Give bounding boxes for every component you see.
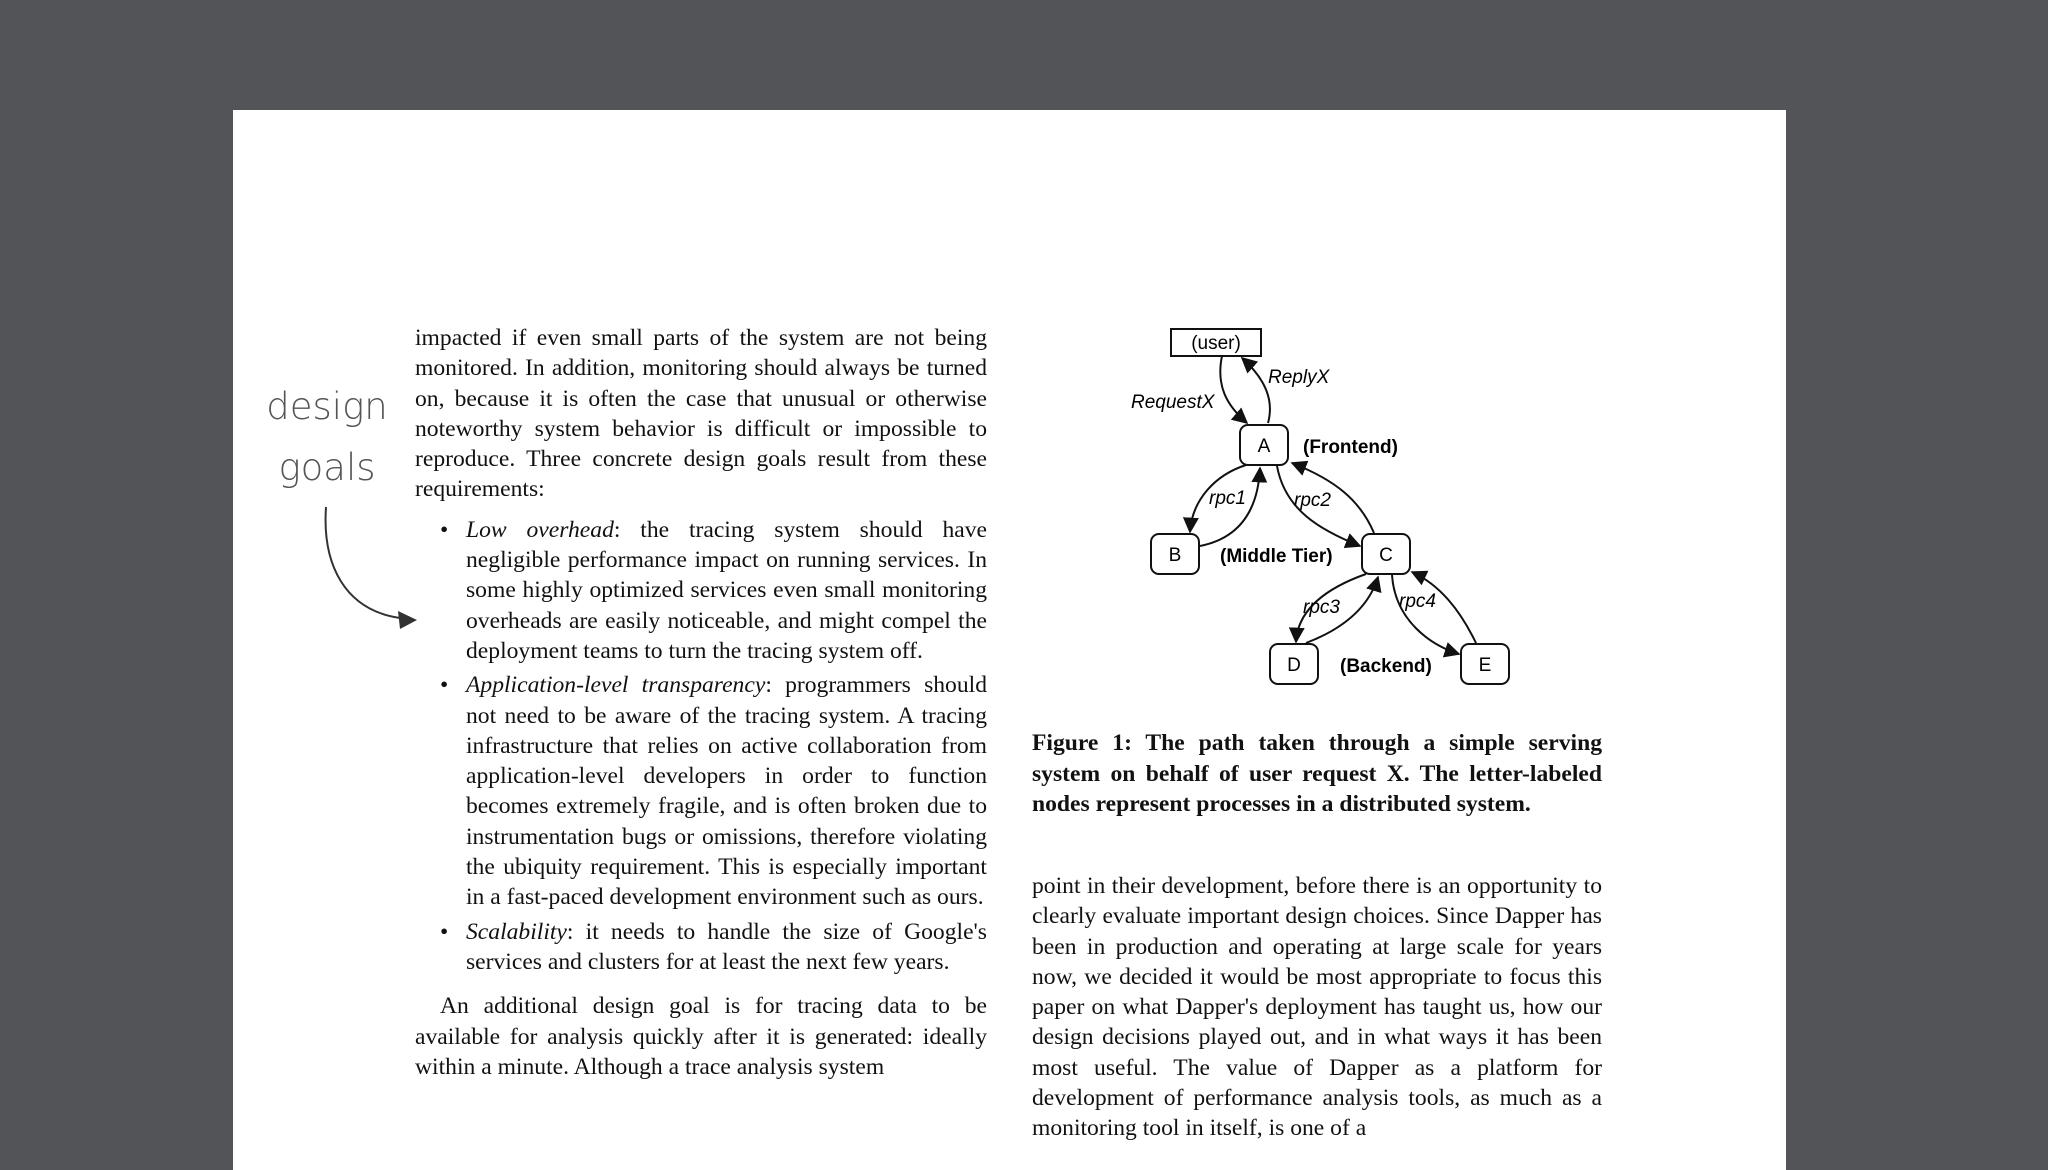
list-item	[466, 917, 987, 978]
architecture-diagram	[1120, 320, 1540, 700]
rpc4-call-edge	[1392, 575, 1459, 654]
node-b	[1151, 534, 1199, 574]
edge-label-reply: ReplyX	[1268, 367, 1330, 388]
design-goals-annotation	[262, 376, 392, 498]
user-node	[1171, 329, 1261, 356]
bullet-text: : programmers should not need to be aware of the tracing system. A tracing infrastructure that relies on active collaboration from application-level developers in order to function becomes extremely fragile, and is often broken due to instrumentation bugs or omissions, therefore violating the ubiquity requirement. This is especially important in a fast-paced development environment such as ours.	[466, 672, 987, 911]
annotation-line-2: goals	[278, 446, 376, 489]
node-b-label: B	[1168, 545, 1182, 566]
edge-label-rpc2: rpc2	[1294, 490, 1331, 511]
intro-paragraph: impacted if even small parts of the system are not being monitored. In addition, monitoring should always be turned on, because it is often the case that unusual or otherwise noteworthy system behavior is difficult or impossible to reproduce. Three concrete design goals result from these requirements:	[415, 325, 987, 503]
design-goals-list	[415, 515, 987, 977]
node-a-label: A	[1257, 436, 1271, 457]
node-c	[1362, 534, 1410, 574]
list-item	[466, 515, 987, 666]
bullet-term: Application-level transparency	[466, 672, 766, 699]
edge-label-rpc4: rpc4	[1399, 591, 1436, 612]
node-e-label: E	[1478, 655, 1492, 676]
edge-label-rpc1: rpc1	[1209, 488, 1246, 509]
bullet-text: : it needs to handle the size of Google's services and clusters for at least the next few years.	[466, 918, 987, 975]
annotation-line-1: design	[266, 385, 388, 428]
bullet-term: Low overhead	[466, 516, 614, 543]
node-e	[1461, 644, 1509, 684]
bullet-term: Scalability	[466, 918, 567, 945]
tier-label-frontend: (Frontend)	[1303, 437, 1398, 458]
list-item	[466, 670, 987, 912]
figure-caption: Figure 1: The path taken through a simple serving system on behalf of user request X. The letter-labeled nodes represent processes in a distributed system.	[1032, 730, 1602, 817]
edge-label-rpc3: rpc3	[1303, 597, 1340, 618]
bullet-text: : the tracing system should have negligible performance impact on running services. In some highly optimized services even small monitoring overheads are easily noticeable, and might compel the deployment teams to turn the tracing system off.	[466, 516, 987, 664]
annotation-arrow-icon	[300, 505, 430, 635]
request-edge	[1220, 356, 1247, 423]
edge-label-request: RequestX	[1131, 392, 1215, 413]
node-a	[1240, 425, 1288, 465]
closing-paragraph: An additional design goal is for tracing data to be available for analysis quickly after it is generated: ideally within a minute. Although a trace analysis system	[415, 993, 987, 1080]
node-d	[1270, 644, 1318, 684]
tier-label-middle: (Middle Tier)	[1220, 546, 1333, 567]
node-c-label: C	[1379, 545, 1393, 566]
left-column	[415, 323, 987, 1082]
node-d-label: D	[1287, 655, 1301, 676]
user-node-label: (user)	[1191, 333, 1241, 354]
right-column-paragraph: point in their development, before there is an opportunity to clearly evaluate important design choices. Since Dapper has been in production and operating at large scale for years now, we decided it would be most appropriate to focus this paper on what Dapper's deployment has taught us, how our design decisions played out, and in what ways it has been most useful. The value of Dapper as a platform for development of performance analysis tools, as much as a monitoring tool in itself, is one of a	[1032, 873, 1602, 1142]
reply-edge	[1242, 358, 1270, 423]
tier-label-backend: (Backend)	[1340, 656, 1432, 677]
